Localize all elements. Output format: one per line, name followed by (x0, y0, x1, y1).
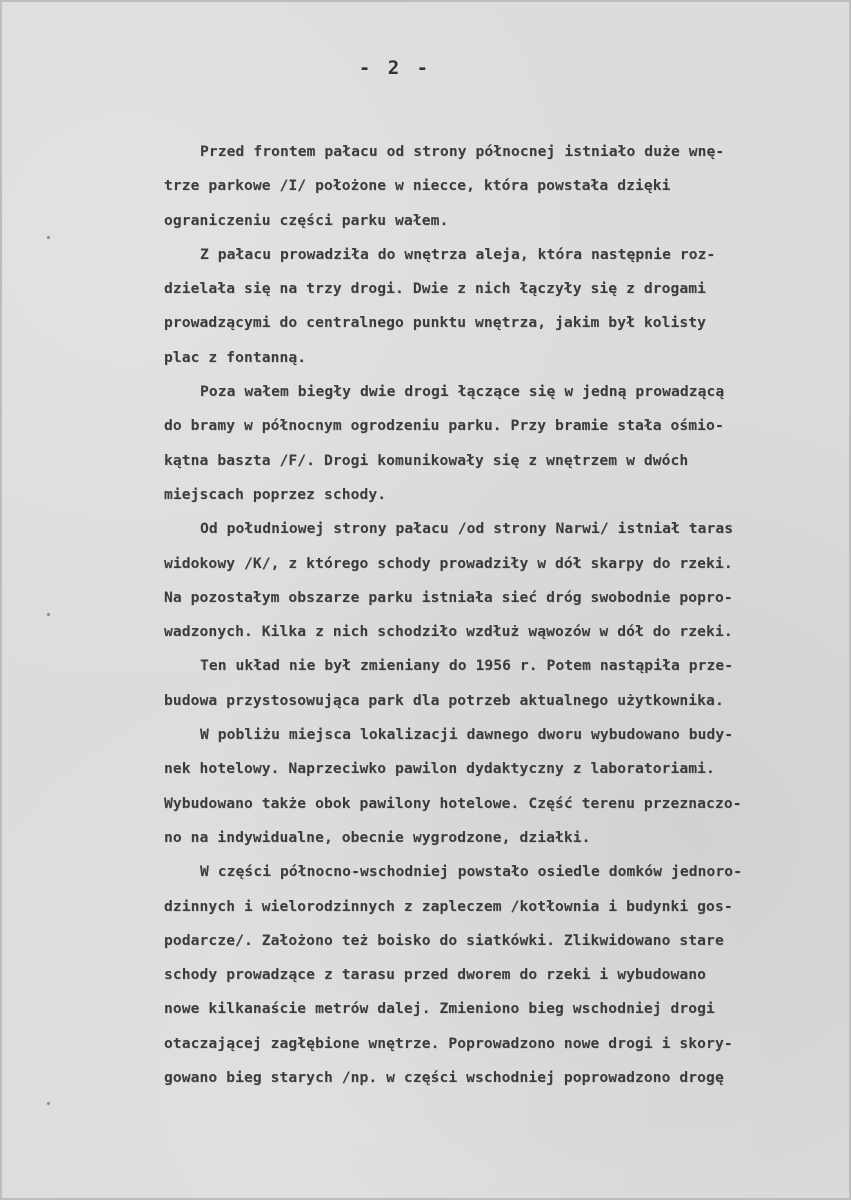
text-line: Przed frontem pałacu od strony północnej istniało duże wnę- (200, 143, 725, 160)
text-line: Z pałacu prowadziła do wnętrza aleja, która następnie roz- (200, 245, 716, 263)
text-line: schody prowadzące z tarasu przed dworem do rzeki i wybudowano (164, 966, 707, 984)
text-line: Poza wałem biegły dwie drogi łączące się w jedną prowadzącą (200, 383, 725, 401)
text-line: W pobliżu miejsca lokalizacji dawnego dworu wybudowano budy- (200, 726, 734, 744)
text-line: widokowy /K/, z którego schody prowadziły w dół skarpy do rzeki. (164, 554, 733, 572)
scan-speck (47, 1102, 50, 1105)
text-line: Ten układ nie był zmieniany do 1956 r. Potem nastąpiła prze- (200, 657, 734, 675)
text-line: nowe kilkanaście metrów dalej. Zmieniono bieg wschodniej drogi (164, 1000, 715, 1018)
text-line: prowadzącymi do centralnego punktu wnętrza, jakim był kolisty (164, 314, 707, 332)
text-line: wadzonych. Kilka z nich schodziło wzdłuż wąwozów w dół do rzeki. (164, 623, 733, 641)
text-line: dzinnych i wielorodzinnych z zapleczem /kotłownia i budynki gos- (164, 897, 733, 915)
scan-speck (47, 236, 50, 239)
text-line: Od południowej strony pałacu /od strony Narwi/ istniał taras (200, 520, 734, 538)
page-number: - 2 - (358, 57, 432, 79)
text-line: kątna baszta /F/. Drogi komunikowały się z wnętrzem w dwóch (164, 451, 689, 469)
text-line: plac z fontanną. (164, 348, 307, 366)
text-line: Wybudowano także obok pawilony hotelowe. Część terenu przeznaczo- (164, 794, 742, 812)
text-line: ograniczeniu części parku wałem. (164, 211, 449, 229)
text-line: W części północno-wschodniej powstało osiedle domków jednoro- (200, 863, 743, 881)
text-line: nek hotelowy. Naprzeciwko pawilon dydaktyczny z laboratoriami. (164, 760, 715, 778)
text-line: no na indywidualne, obecnie wygrodzone, działki. (164, 828, 591, 846)
text-line: miejscach poprzez schody. (164, 485, 387, 503)
body-text (164, 135, 814, 1095)
text-line: otaczającej zagłębione wnętrze. Poprowadzono nowe drogi i skory- (164, 1034, 733, 1052)
text-line: Na pozostałym obszarze parku istniała sieć dróg swobodnie popro- (164, 588, 733, 606)
text-line: dzielała się na trzy drogi. Dwie z nich łączyły się z drogami (164, 280, 707, 298)
text-line: gowano bieg starych /np. w części wschodniej poprowadzono drogę (164, 1069, 724, 1087)
text-line: trze parkowe /I/ położone w niecce, która powstała dzięki (164, 177, 671, 195)
text-line: budowa przystosowująca park dla potrzeb aktualnego użytkownika. (164, 691, 724, 709)
text-line: podarcze/. Założono też boisko do siatkówki. Zlikwidowano stare (164, 931, 724, 949)
text-line: do bramy w północnym ogrodzeniu parku. Przy bramie stała ośmio- (164, 417, 724, 435)
scan-speck (47, 613, 50, 616)
